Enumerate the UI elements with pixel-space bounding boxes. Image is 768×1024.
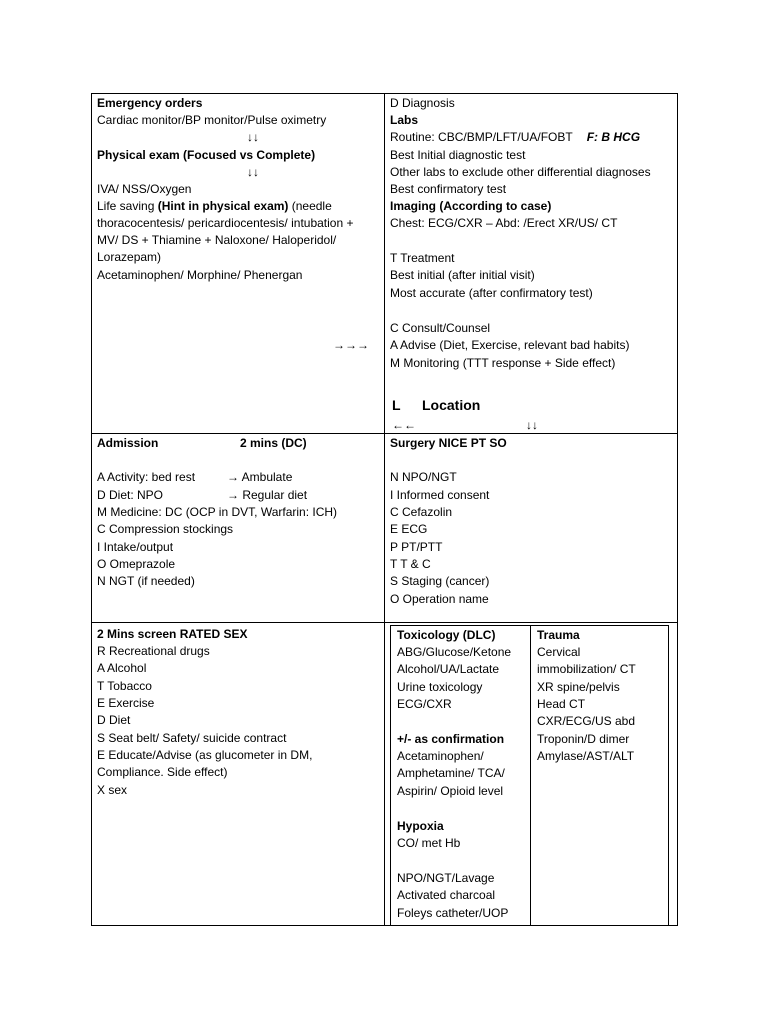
immobilization-line: immobilization/ CT <box>537 662 636 676</box>
exercise-line: E Exercise <box>97 696 155 710</box>
hypoxia-heading: Hypoxia <box>397 819 444 833</box>
monitor-line: Cardiac monitor/BP monitor/Pulse oximetry <box>97 113 327 127</box>
tobacco-line: T Tobacco <box>97 679 152 693</box>
iva-line: IVA/ NSS/Oxygen <box>97 182 192 196</box>
amylase-line: Amylase/AST/ALT <box>537 749 635 763</box>
ecg-line: E ECG <box>390 522 428 536</box>
consult-line: C Consult/Counsel <box>390 321 491 335</box>
table-border-right <box>677 93 678 926</box>
compliance-line: Compliance. Side effect) <box>97 765 228 779</box>
lavage-line: NPO/NGT/Lavage <box>397 871 495 885</box>
routine-line: Routine: CBC/BMP/LFT/UA/FOBT F: B HCG <box>390 130 641 144</box>
acetaminophen-line: Acetaminophen/ Morphine/ Phenergan <box>97 268 303 282</box>
abg-line: ABG/Glucose/Ketone <box>397 645 512 659</box>
tc-line: T T & C <box>390 557 431 571</box>
operation-line: O Operation name <box>390 592 489 606</box>
mv-line: MV/ DS + Thiamine + Naloxone/ Haloperidol/ <box>97 233 337 247</box>
ecg-cxr-line: ECG/CXR <box>397 697 452 711</box>
consent-line: I Informed consent <box>390 488 490 502</box>
imaging-heading: Imaging (According to case) <box>390 199 552 213</box>
admission-cell <box>97 435 382 620</box>
seatbelt-line: S Seat belt/ Safety/ suicide contract <box>97 731 287 745</box>
best-initial-line: Best initial (after initial visit) <box>390 268 535 282</box>
toxicology-cell <box>397 627 529 923</box>
surgery-cell <box>390 435 675 620</box>
left-arrows-icon: ←← <box>392 418 416 432</box>
location-heading: Location <box>422 397 481 413</box>
medicine-line: M Medicine: DC (OCP in DVT, Warfarin: ICH) <box>97 505 338 519</box>
nested-table-top <box>390 625 669 626</box>
urine-tox-line: Urine toxicology <box>397 680 483 694</box>
cervical-line: Cervical <box>537 645 581 659</box>
activity-line: A Activity: bed rest <box>97 470 196 484</box>
right-arrows-icon: →→→ <box>333 338 369 352</box>
sex-line: X sex <box>97 783 128 797</box>
lorazepam-line: Lorazepam) <box>97 250 162 264</box>
best-initial-test-line: Best Initial diagnostic test <box>390 148 526 162</box>
cxr-line: CXR/ECG/US abd <box>537 714 636 728</box>
down-arrows-icon: ↓↓ <box>247 165 259 179</box>
educate-line: E Educate/Advise (as glucometer in DM, <box>97 748 313 762</box>
down-arrows-icon: ↓↓ <box>526 418 538 432</box>
toxicology-heading: Toxicology (DLC) <box>397 628 496 642</box>
screen-heading: 2 Mins screen RATED SEX <box>97 627 248 641</box>
labs-heading: Labs <box>390 113 419 127</box>
cefazolin-line: C Cefazolin <box>390 505 453 519</box>
nested-table-middle <box>530 625 531 925</box>
xr-spine-line: XR spine/pelvis <box>537 680 620 694</box>
staging-line: S Staging (cancer) <box>390 574 490 588</box>
compression-line: C Compression stockings <box>97 522 234 536</box>
most-accurate-line: Most accurate (after confirmatory test) <box>390 286 593 300</box>
emergency-orders-cell <box>97 95 382 431</box>
recreational-line: R Recreational drugs <box>97 644 210 658</box>
diet-line: D Diet: NPO <box>97 488 164 502</box>
acetaminophen-line: Acetaminophen/ <box>397 749 484 763</box>
nested-table-left <box>390 625 391 925</box>
admission-time: 2 mins (DC) <box>240 436 307 450</box>
regular-diet-line: → Regular diet <box>227 488 308 502</box>
down-arrows-icon: ↓↓ <box>247 130 259 144</box>
intake-line: I Intake/output <box>97 540 174 554</box>
alcohol-line: A Alcohol <box>97 661 147 675</box>
advise-line: A Advise (Diet, Exercise, relevant bad habits) <box>390 338 630 352</box>
pt-line: P PT/PTT <box>390 540 443 554</box>
chest-line: Chest: ECG/CXR – Abd: /Erect XR/US/ CT <box>390 216 618 230</box>
diet-line: D Diet <box>97 713 131 727</box>
co-line: CO/ met Hb <box>397 836 461 850</box>
location-letter: L <box>392 397 401 413</box>
charcoal-line: Activated charcoal <box>397 888 496 902</box>
screen-cell <box>97 626 382 921</box>
emergency-orders-heading: Emergency orders <box>97 96 203 110</box>
table-border-middle <box>384 93 385 926</box>
diagnosis-heading: D Diagnosis <box>390 96 455 110</box>
monitoring-line: M Monitoring (TTT response + Side effect) <box>390 356 616 370</box>
ngt-line: N NGT (if needed) <box>97 574 195 588</box>
other-labs-line: Other labs to exclude other differential diagnoses <box>390 165 651 179</box>
physical-exam-heading: Physical exam (Focused vs Complete) <box>97 148 316 162</box>
treatment-heading: T Treatment <box>390 251 455 265</box>
thoracocentesis-line: thoracocentesis/ pericardiocentesis/ intubation + <box>97 216 354 230</box>
admission-heading: Admission <box>97 436 159 450</box>
npo-line: N NPO/NGT <box>390 470 457 484</box>
troponin-line: Troponin/D dimer <box>537 732 630 746</box>
aspirin-line: Aspirin/ Opioid level <box>397 784 504 798</box>
best-confirmatory-line: Best confirmatory test <box>390 182 507 196</box>
trauma-heading: Trauma <box>537 628 580 642</box>
diagnosis-cell <box>390 95 675 431</box>
ambulate-line: → Ambulate <box>227 470 293 484</box>
head-ct-line: Head CT <box>537 697 586 711</box>
alcohol-ua-line: Alcohol/UA/Lactate <box>397 662 500 676</box>
table-border-left <box>91 93 92 926</box>
trauma-cell <box>537 627 667 923</box>
foleys-line: Foleys catheter/UOP <box>397 906 509 920</box>
confirmation-heading: +/- as confirmation <box>397 732 505 746</box>
surgery-heading: Surgery NICE PT SO <box>390 436 507 450</box>
nested-table-right <box>668 625 669 925</box>
amphetamine-line: Amphetamine/ TCA/ <box>397 766 505 780</box>
omeprazole-line: O Omeprazole <box>97 557 176 571</box>
life-saving-line: Life saving (Hint in physical exam) (needle <box>97 199 332 213</box>
